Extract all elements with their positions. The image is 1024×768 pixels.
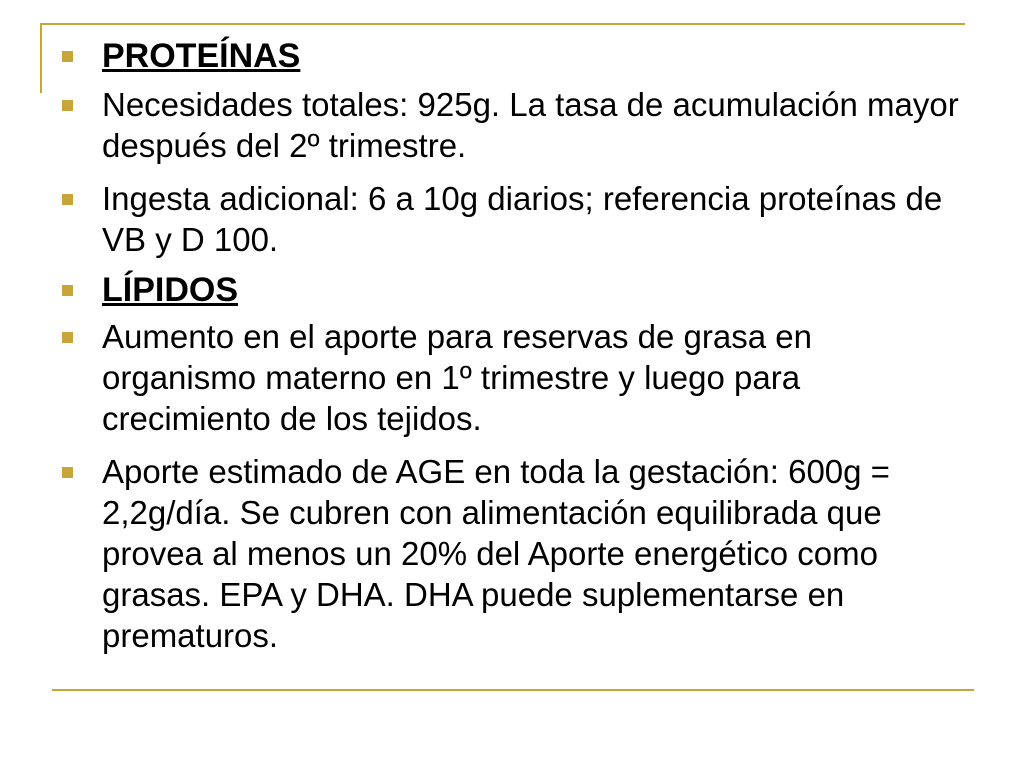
square-bullet-icon — [62, 332, 73, 343]
bullet-text: Ingesta adicional: 6 a 10g diarios; referencia proteínas de VB y D 100. — [102, 180, 943, 258]
bullet-text: Aporte estimado de AGE en toda la gestación: 600g = 2,2g/día. Se cubren con alimentación equilibrada que provea al menos un 20% del Aporte energético como grasas. EPA y DHA. DHA puede suplementarse en prematuros. — [102, 453, 890, 654]
bullet-text: Necesidades totales: 925g. La tasa de acumulación mayor después del 2º trimestre. — [102, 86, 959, 164]
list-item — [62, 451, 962, 656]
bottom-rule — [52, 689, 974, 691]
list-item-lipidos-heading — [62, 268, 962, 312]
square-bullet-icon — [62, 194, 73, 205]
list-item — [62, 84, 962, 166]
list-item — [62, 316, 962, 439]
square-bullet-icon — [62, 51, 73, 62]
square-bullet-icon — [62, 285, 73, 296]
list-item-proteinas-heading — [62, 34, 962, 78]
top-rule — [40, 23, 965, 25]
square-bullet-icon — [62, 467, 73, 478]
section-heading: LÍPIDOS — [102, 271, 239, 309]
left-rule — [40, 23, 42, 93]
bullet-text: Aumento en el aporte para reservas de grasa en organismo materno en 1º trimestre y luego para crecimiento de los tejidos. — [102, 318, 812, 437]
slide-content — [62, 34, 962, 656]
section-heading: PROTEÍNAS — [102, 37, 301, 75]
list-item — [62, 178, 962, 260]
square-bullet-icon — [62, 100, 73, 111]
